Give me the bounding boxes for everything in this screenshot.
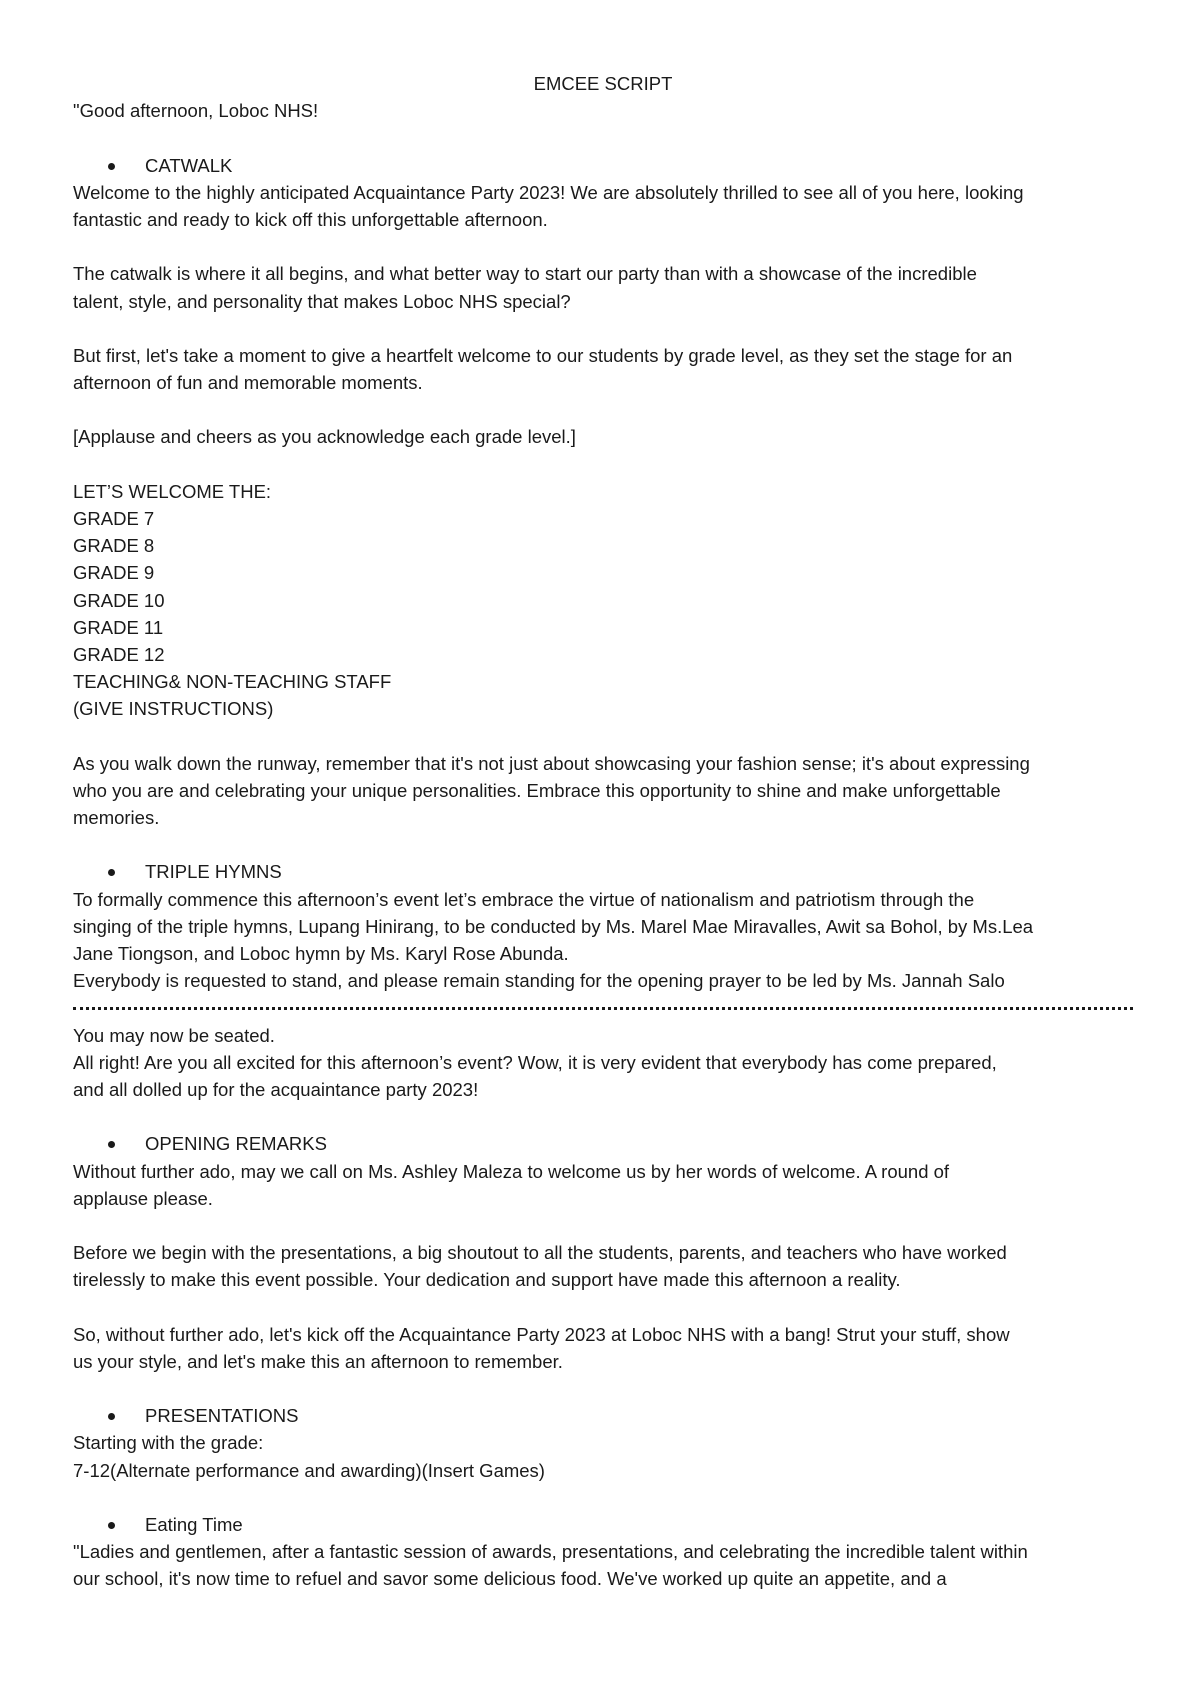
document-title: EMCEE SCRIPT [533, 73, 673, 94]
bullet-icon [108, 1522, 115, 1529]
document-page [73, 70, 1133, 1593]
text-line: All right! Are you all excited for this afternoon’s event? Wow, it is very evident that everybody has come prepared, [73, 1051, 997, 1073]
welcome-list-item: GRADE 11 [73, 616, 164, 638]
text-line: The catwalk is where it all begins, and what better way to start our party than with a showcase of the incredible [73, 263, 977, 285]
bullet-icon [108, 1141, 115, 1148]
text-line: fantastic and ready to kick off this unforgettable afternoon. [73, 208, 548, 230]
text-line: You may now be seated. [73, 1024, 275, 1046]
text-line: Welcome to the highly anticipated Acquaintance Party 2023! We are absolutely thrilled to see all of you here, looking [73, 181, 1024, 203]
text-line: who you are and celebrating your unique personalities. Embrace this opportunity to shine and make unforgettable [73, 779, 1001, 801]
text-line: applause please. [73, 1187, 213, 1209]
welcome-list-item: LET’S WELCOME THE: [73, 480, 272, 502]
text-line: "Ladies and gentlemen, after a fantastic session of awards, presentations, and celebrating the incredible talent within [73, 1541, 1028, 1563]
text-line: afternoon of fun and memorable moments. [73, 372, 423, 394]
welcome-list-item: TEACHING& NON-TEACHING STAFF [73, 671, 392, 693]
text-line: Jane Tiongson, and Loboc hymn by Ms. Karyl Rose Abunda. [73, 943, 569, 964]
text-line: us your style, and let's make this an afternoon to remember. [73, 1350, 563, 1372]
text-line: Before we begin with the presentations, a big shoutout to all the students, parents, and teachers who have worked [73, 1242, 1007, 1264]
welcome-list-item: GRADE 7 [73, 508, 155, 529]
text-line: Everybody is requested to stand, and please remain standing for the opening prayer to be led by Ms. Jannah Salo [73, 970, 1005, 992]
text-line: 7-12(Alternate performance and awarding)(Insert Games) [73, 1459, 545, 1481]
text-line: talent, style, and personality that makes Loboc NHS special? [73, 290, 571, 312]
text-line: Without further ado, may we call on Ms. Ashley Maleza to welcome us by her words of welcome. A round of [73, 1160, 950, 1182]
text-line: and all dolled up for the acquaintance party 2023! [73, 1078, 479, 1100]
text-line: So, without further ado, let's kick off the Acquaintance Party 2023 at Loboc NHS with a bang! Strut your stuff, show [73, 1323, 1010, 1345]
section-heading-catwalk: CATWALK [73, 152, 1133, 179]
section-heading-eating-time: Eating Time [73, 1511, 1133, 1538]
greeting: "Good afternoon, Loboc NHS! [73, 100, 319, 122]
text-line: But first, let's take a moment to give a heartfelt welcome to our students by grade level, as they set the stage for an [73, 344, 1013, 366]
text-line: As you walk down the runway, remember that it's not just about showcasing your fashion sense; it's about expressing [73, 752, 1030, 774]
dotted-divider [73, 994, 1133, 1021]
text-line: To formally commence this afternoon’s event let’s embrace the virtue of nationalism and patriotism through the [73, 888, 975, 910]
welcome-list-item: (GIVE INSTRUCTIONS) [73, 698, 274, 720]
section-heading-opening-remarks: OPENING REMARKS [73, 1130, 1133, 1157]
text-line: memories. [73, 807, 160, 829]
bullet-icon [108, 869, 115, 876]
text-line: Starting with the grade: [73, 1432, 264, 1454]
text-line: singing of the triple hymns, Lupang Hinirang, to be conducted by Ms. Marel Mae Miravalles, Awit sa Bohol, by Ms.Lea [73, 915, 1034, 937]
bullet-icon [108, 163, 115, 170]
stage-direction: [Applause and cheers as you acknowledge each grade level.] [73, 426, 576, 448]
welcome-list-item: GRADE 9 [73, 562, 155, 584]
text-line: tirelessly to make this event possible. Your dedication and support have made this afternoon a reality. [73, 1269, 901, 1291]
welcome-list-item: GRADE 12 [73, 643, 165, 665]
section-heading-presentations: PRESENTATIONS [73, 1402, 1133, 1429]
bullet-icon [108, 1413, 115, 1420]
welcome-list-item: GRADE 10 [73, 589, 165, 611]
text-line: our school, it's now time to refuel and savor some delicious food. We've worked up quite an appetite, and a [73, 1568, 947, 1590]
welcome-list-item: GRADE 8 [73, 535, 155, 557]
section-heading-triple-hymns: TRIPLE HYMNS [73, 858, 1133, 885]
